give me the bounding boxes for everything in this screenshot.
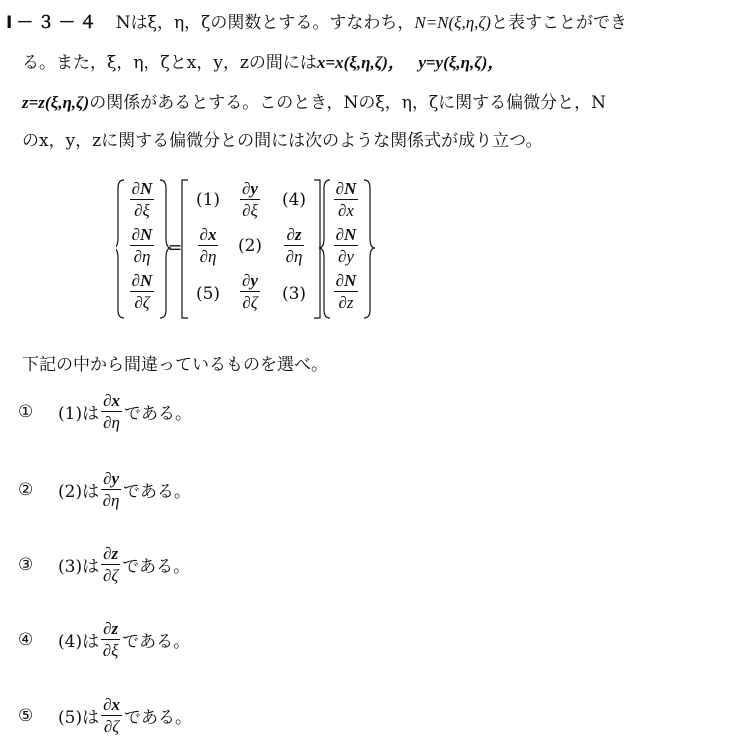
option-2[interactable] bbox=[18, 470, 191, 509]
option-3-label: (3)は bbox=[58, 557, 100, 577]
problem-number: Ⅰ－３－４ bbox=[6, 13, 101, 33]
formula-N: N=N(ξ,η,ζ) bbox=[414, 13, 491, 32]
option-5-fraction: $\frac{\partial x}{\partial\zeta}$ bbox=[103, 695, 120, 736]
option-1-label: (1)は bbox=[58, 404, 100, 424]
formula-x: x=x(ξ,η,ζ)， bbox=[316, 53, 405, 72]
option-2-fraction: $\frac{\partial y}{\partial\eta}$ bbox=[102, 469, 120, 510]
matrix-r3c2: $\frac{\partial y}{\partial\zeta}$ bbox=[242, 271, 258, 312]
instruction-text: 下記の中から間違っているものを選べ。 bbox=[22, 355, 328, 375]
matrix-r2c1: $\frac{\partial x}{\partial\eta}$ bbox=[199, 225, 217, 266]
lhs-frac-2: $\frac{\partial N}{\partial\eta}$ bbox=[131, 225, 153, 266]
option-4-mark: ④ bbox=[18, 629, 34, 650]
option-2-suffix: である。 bbox=[123, 482, 192, 502]
option-5[interactable] bbox=[18, 696, 192, 735]
option-4[interactable] bbox=[18, 620, 190, 659]
matrix-r2c2: (2) bbox=[237, 236, 263, 256]
problem-text-4: のx，y，zに関する偏微分との間には次のような関係式が成り立つ。 bbox=[22, 131, 543, 151]
problem-line-3 bbox=[22, 88, 606, 113]
rhs-frac-1: $\frac{\partial N}{\partial x}$ bbox=[335, 179, 357, 220]
rhs-frac-2: $\frac{\partial N}{\partial y}$ bbox=[335, 225, 357, 266]
matrix-bracket-right bbox=[314, 180, 320, 318]
option-4-label: (4)は bbox=[58, 632, 100, 652]
option-3-suffix: である。 bbox=[122, 557, 191, 577]
matrix-r3c1: (5) bbox=[195, 284, 221, 304]
option-3[interactable] bbox=[18, 545, 190, 584]
option-4-suffix: である。 bbox=[122, 632, 191, 652]
option-1-suffix: である。 bbox=[124, 404, 192, 424]
matrix-equation bbox=[116, 178, 376, 320]
lhs-frac-3: $\frac{\partial N}{\partial\zeta}$ bbox=[131, 271, 153, 312]
matrix-r1c1: (1) bbox=[195, 190, 221, 210]
problem-line-2 bbox=[22, 48, 504, 73]
option-5-label: (5)は bbox=[58, 708, 100, 728]
option-2-label: (2)は bbox=[58, 482, 100, 502]
matrix-r1c2: $\frac{\partial y}{\partial\xi}$ bbox=[242, 179, 258, 220]
option-2-mark: ② bbox=[18, 479, 34, 500]
option-1-fraction: $\frac{\partial x}{\partial\eta}$ bbox=[103, 391, 120, 432]
option-1[interactable] bbox=[18, 392, 192, 431]
option-5-mark: ⑤ bbox=[18, 705, 34, 726]
problem-line-1 bbox=[6, 8, 627, 33]
matrix-r2c3: $\frac{\partial z}{\partial\eta}$ bbox=[285, 225, 303, 266]
option-4-fraction: $\frac{\partial z}{\partial\xi}$ bbox=[102, 619, 119, 660]
problem-text-3: の関係があるとする。このとき，Nのξ，η，ζに関する偏微分と，N bbox=[89, 93, 607, 113]
formula-z: z=z(ξ,η,ζ) bbox=[22, 93, 90, 112]
problem-text-1b: と表すことができ bbox=[490, 13, 627, 33]
formula-y: y=y(ξ,η,ζ)， bbox=[418, 53, 505, 72]
option-3-fraction: $\frac{\partial z}{\partial\zeta}$ bbox=[102, 544, 119, 585]
matrix-r1c3: (4) bbox=[281, 190, 307, 210]
problem-text-1a: Nはξ，η，ζの関数とする。すなわち， bbox=[115, 13, 415, 33]
equals-sign: = bbox=[168, 238, 183, 258]
problem-line-4 bbox=[22, 126, 542, 151]
option-5-suffix: である。 bbox=[124, 708, 192, 728]
option-1-mark: ① bbox=[18, 401, 34, 422]
option-3-mark: ③ bbox=[18, 554, 34, 575]
matrix-r3c3: (3) bbox=[281, 284, 307, 304]
rhs-frac-3: $\frac{\partial N}{\partial z}$ bbox=[335, 271, 357, 312]
problem-text-2a: る。また，ξ，η，ζとx，y，zの間には bbox=[22, 53, 317, 73]
lhs-frac-1: $\frac{\partial N}{\partial\xi}$ bbox=[131, 179, 153, 220]
